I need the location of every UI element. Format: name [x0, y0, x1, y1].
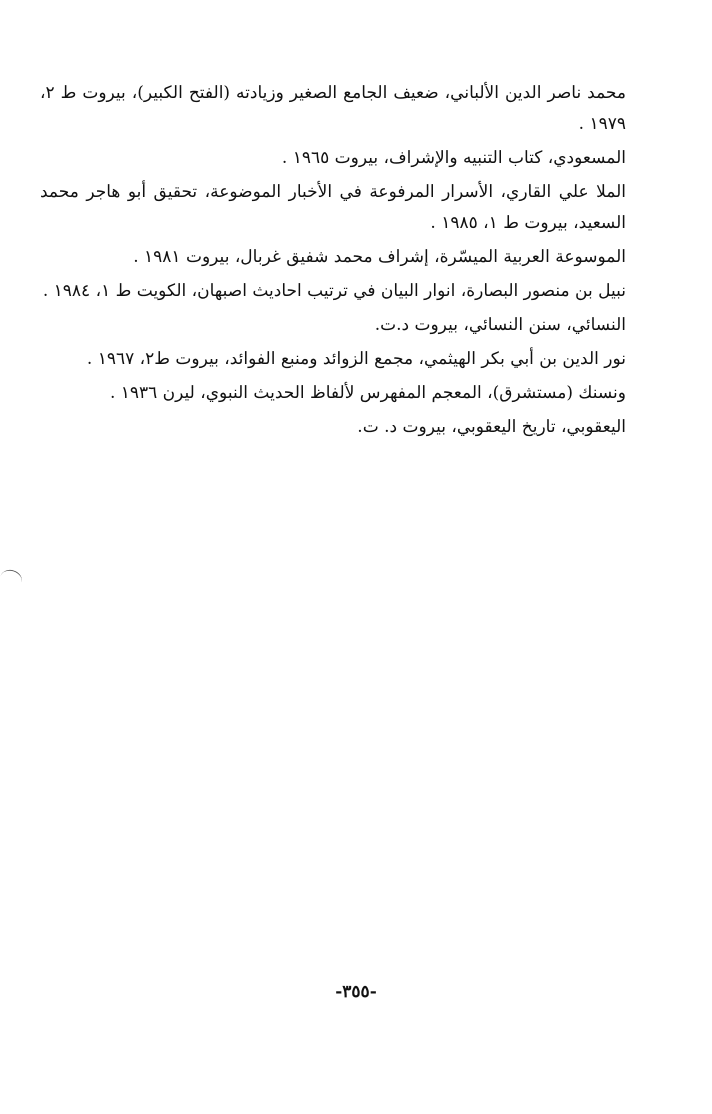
bibliography-list	[40, 78, 626, 446]
bibliography-entry: اليعقوبي، تاريخ اليعقوبي، بيروت د. ت.	[357, 417, 626, 437]
bibliography-entry: ونسنك (مستشرق)، المعجم المفهرس لألفاظ الحديث النبوي، ليرن ١٩٣٦ .	[109, 383, 626, 403]
bibliography-entry: المسعودي، كتاب التنبيه والإشراف، بيروت ١٩٦٥ .	[281, 148, 626, 168]
bibliography-entry: الموسوعة العربية الميسّرة، إشراف محمد شفيق غربال، بيروت ١٩٨١ .	[133, 247, 626, 267]
bibliography-entry: محمد ناصر الدين الألباني، ضعيف الجامع الصغير وزيادته (الفتح الكبير)، بيروت ط ٢، ١٩٧٩ .	[40, 83, 626, 134]
page-number: -٣٥٥-	[335, 982, 377, 1002]
bibliography-entry: نور الدين بن أبي بكر الهيثمي، مجمع الزوائد ومنبع الفوائد، بيروت ط٢، ١٩٦٧ .	[86, 349, 626, 369]
bibliography-entry: الملا علي القاري، الأسرار المرفوعة في الأخبار الموضوعة، تحقيق أبو هاجر محمد السعيد، بيروت ط ١، ١٩٨٥ .	[40, 182, 626, 233]
bibliography-entry: النسائي، سنن النسائي، بيروت د.ت.	[374, 315, 626, 335]
bibliography-entry: نبيل بن منصور البصارة، انوار البيان في ترتيب احاديث اصبهان، الكويت ط ١، ١٩٨٤ .	[42, 281, 626, 301]
scan-artifact-mark	[0, 567, 24, 592]
